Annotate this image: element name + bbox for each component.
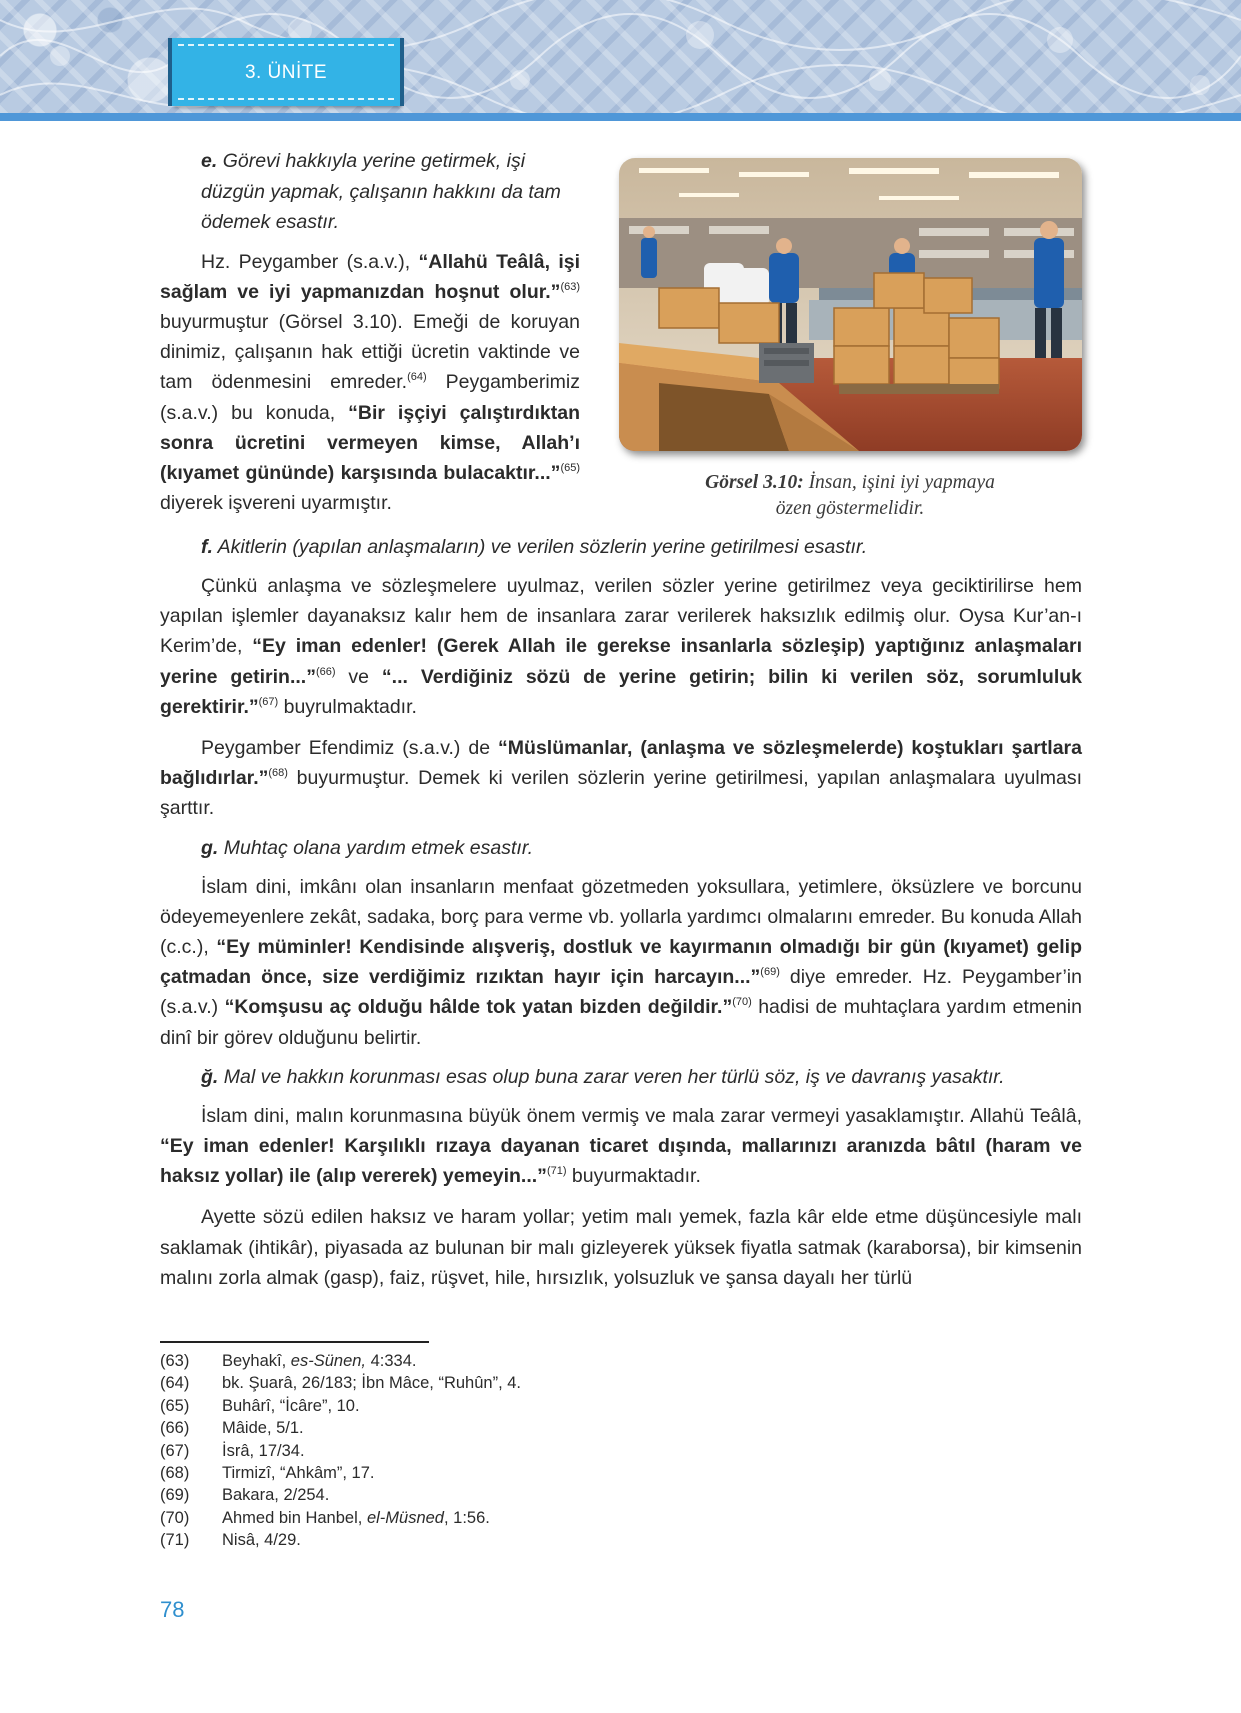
unit-label: 3. ÜNİTE bbox=[244, 62, 328, 83]
text-run: Peygamber Efendimiz (s.a.v.) de bbox=[201, 737, 499, 760]
footnote-text bbox=[222, 1440, 305, 1462]
footnote bbox=[160, 1507, 860, 1529]
footnote-number: (71) bbox=[160, 1531, 190, 1550]
footnote-ref: (71) bbox=[546, 1165, 567, 1178]
paragraph-gh1 bbox=[160, 1101, 1082, 1192]
footnote-ref: (63) bbox=[560, 280, 580, 293]
footnotes bbox=[160, 1350, 860, 1552]
footnote-ref: (66) bbox=[315, 665, 336, 678]
paragraph-g1 bbox=[160, 872, 1082, 1053]
footnote-ref: (69) bbox=[760, 966, 780, 979]
footnote-pre: Buhârî, “İcâre”, 10. bbox=[222, 1396, 360, 1415]
item-heading-text: Mal ve hakkın korunması esas olup buna zarar veren her türlü söz, iş ve davranış yasaktır. bbox=[223, 1065, 1005, 1088]
text-run: Ayette sözü edilen haksız ve haram yollar; yetim malı yemek, fazla kâr elde etme düşüncesiyle malı saklamak (ihtikâr), piyasada az bulunan bir malı gizleyerek yüksek fiyatla satmak (karaborsa), bir kimsenin malını zorla almak (gasp), faiz, rüşvet, hile, hırsızlık, yolsuzluk ve şansa dayalı her türlü bbox=[160, 1206, 1082, 1289]
text-run: hadisi de muhtaçlara yardım etmenin dinî bir görev olduğunu belirtir. bbox=[160, 996, 1082, 1049]
footnote bbox=[160, 1462, 860, 1484]
footnote-text bbox=[222, 1484, 329, 1506]
quote-bold: “... Verdiğiniz sözü de yerine getirin; bilin ki verilen söz, sorumluluk gerektirir.” bbox=[160, 665, 1082, 718]
footnote-post: 4:334. bbox=[366, 1352, 417, 1370]
item-marker: e. bbox=[201, 150, 218, 172]
text-run: buyurmuştur (Görsel 3.10). Emeği de koruyan dinimiz, çalışanın hak ettiği ücretin vaktinde ve tam ödenmesini emreder. bbox=[160, 310, 580, 394]
footnote-text bbox=[222, 1395, 360, 1417]
footnote-pre: Ahmed bin Hanbel, bbox=[222, 1508, 367, 1527]
text-run: diye emreder. Hz. Peygamber’in (s.a.v.) bbox=[160, 966, 1082, 1019]
text-run: buyurmuştur. Demek ki verilen sözlerin yerine getirilmesi, yapılan anlaşmalara uyulması şarttır. bbox=[160, 767, 1082, 820]
text-run: İslam dini, imkânı olan insanların menfaat gözetmeden yoksullara, yetimlere, öksüzlere ve borcunu ödeyemeyenlere zekât, sadaka, borç para verme vb. yollarla yardımcı olmalarını emreder. Bu konuda Allah (c.c.), bbox=[160, 875, 1082, 959]
item-heading-f bbox=[160, 532, 1082, 562]
footnote-number: (67) bbox=[160, 1441, 190, 1460]
item-marker: ğ. bbox=[201, 1065, 219, 1088]
footnote-pre: Nisâ, 4/29. bbox=[222, 1531, 301, 1550]
footnote-text bbox=[222, 1462, 375, 1484]
footnote-text bbox=[222, 1529, 301, 1551]
item-heading-text: Görevi hakkıyla yerine getirmek, işi düzgün yapmak, çalışanın hakkını da tam ödemek esastır. bbox=[201, 150, 561, 233]
text-run: İslam dini, malın korunmasına büyük önem vermiş ve mala zarar vermeyi yasaklamıştır. Allahü Teâlâ, bbox=[201, 1104, 1082, 1127]
quote-bold: “Ey müminler! Kendisinde alışveriş, dostluk ve kayırmanın olmadığı bir gün (kıyamet) gelip çatmadan önce, size verdiğimiz rızıktan hayır için harcayın...” bbox=[160, 936, 1082, 989]
paragraph-f1 bbox=[160, 571, 1082, 722]
item-marker: f. bbox=[201, 536, 213, 558]
figure-label: Görsel 3.10: bbox=[705, 472, 804, 493]
footnote-post: , 1:56. bbox=[443, 1508, 490, 1527]
paragraph-e1 bbox=[160, 247, 580, 519]
factory-photo bbox=[619, 158, 1082, 451]
quote-bold: “Müslümanlar, (anlaşma ve sözleşmelerde) koştukları şartlara bağlıdırlar.” bbox=[160, 737, 1082, 790]
caption-line2: özen göstermelidir. bbox=[775, 498, 925, 519]
footnote-number: (63) bbox=[160, 1352, 190, 1370]
item-heading-text: Muhtaç olana yardım etmek esastır. bbox=[223, 836, 534, 859]
quote-bold: “Ey iman edenler! Karşılıklı rızaya dayanan ticaret dışında, mallarınızı aranızda bâtıl (haram ve haksız yollar) ile (alıp vererek) yemeyin...” bbox=[160, 1135, 1082, 1188]
text-run: diyerek işvereni uyarmıştır. bbox=[160, 492, 392, 515]
footnote-text bbox=[222, 1372, 521, 1394]
left-column bbox=[160, 146, 580, 518]
footnote bbox=[160, 1529, 860, 1551]
footnote-number: (68) bbox=[160, 1464, 190, 1483]
footnote-ref: (68) bbox=[268, 767, 288, 780]
footnote bbox=[160, 1395, 860, 1417]
item-heading-e bbox=[160, 146, 580, 238]
footnote-pre: Mâide, 5/1. bbox=[222, 1419, 304, 1438]
footnote-ref: (70) bbox=[732, 996, 752, 1009]
paragraph-f2 bbox=[160, 733, 1082, 824]
footnote-pre: Beyhakî, bbox=[222, 1352, 291, 1370]
caption-line1: İnsan, işini iyi yapmaya bbox=[803, 472, 995, 493]
footnote-pre: Tirmizî, “Ahkâm”, 17. bbox=[222, 1464, 375, 1483]
footnote bbox=[160, 1350, 860, 1372]
quote-bold: “Allahü Teâlâ, işi sağlam ve iyi yapmanızdan hoşnut olur.” bbox=[160, 250, 580, 303]
quote-bold: “Bir işçiyi çalıştırdıktan sonra ücretini vermeyen kimse, Allah’ı (kıyamet gününde) karşısında bulacaktır...” bbox=[160, 401, 580, 484]
footnote bbox=[160, 1440, 860, 1462]
text-run: Hz. Peygamber (s.a.v.), bbox=[201, 250, 419, 273]
footnote bbox=[160, 1372, 860, 1394]
item-heading-gh bbox=[160, 1062, 1082, 1092]
footnote-rule bbox=[160, 1341, 429, 1343]
page-number: 78 bbox=[160, 1597, 185, 1622]
footnote-ref: (64) bbox=[407, 371, 427, 384]
figure-caption bbox=[600, 470, 1100, 522]
item-marker: g. bbox=[201, 836, 219, 859]
footnote-italic: es-Sünen, bbox=[290, 1352, 367, 1370]
footnote bbox=[160, 1417, 860, 1439]
paragraph-gh2 bbox=[160, 1202, 1082, 1293]
footnote-pre: bk. Şuarâ, 26/183; İbn Mâce, “Ruhûn”, 4. bbox=[222, 1374, 522, 1393]
footnote bbox=[160, 1484, 860, 1506]
text-run: buyrulmaktadır. bbox=[278, 695, 417, 718]
text-run: Çünkü anlaşma ve sözleşmelere uyulmaz, verilen sözler yerine getirilmez veya geciktirilirse hem yapılan işlemler dayanaksız kalır hem de insanlara zarar verilerek haksızlık edilmiş olur. Oysa Kur’an-ı Kerim’de, bbox=[160, 575, 1082, 658]
quote-bold: “Ey iman edenler! (Gerek Allah ile gerekse insanlarla sözleşip) yaptığınız anlaşmaları yerine getirin...” bbox=[160, 635, 1083, 688]
footnote-pre: İsrâ, 17/34. bbox=[222, 1441, 305, 1460]
footnote-text bbox=[222, 1417, 304, 1439]
footnote-number: (64) bbox=[160, 1374, 190, 1393]
unit-tab bbox=[172, 38, 400, 106]
footnote-italic: el-Müsned bbox=[366, 1508, 444, 1527]
header-rule bbox=[0, 113, 1241, 121]
item-heading-text: Akitlerin (yapılan anlaşmaların) ve verilen sözlerin yerine getirilmesi esastır. bbox=[217, 536, 868, 558]
footnote-ref: (67) bbox=[258, 695, 279, 708]
text-run: ve bbox=[335, 665, 382, 688]
text-run: buyurmaktadır. bbox=[566, 1165, 701, 1188]
factory-photo-illustration bbox=[619, 158, 1082, 451]
footnote-number: (70) bbox=[160, 1508, 190, 1527]
text-run: Peygamberimiz (s.a.v.) bu konuda, bbox=[160, 371, 581, 424]
footnote-number: (65) bbox=[160, 1396, 190, 1415]
footnote-number: (66) bbox=[160, 1419, 190, 1438]
full-column bbox=[160, 532, 1082, 1293]
footnote-pre: Bakara, 2/254. bbox=[222, 1486, 330, 1505]
item-heading-g bbox=[160, 833, 1082, 863]
quote-bold: “Komşusu aç olduğu hâlde tok yatan bizden değildir.” bbox=[224, 996, 733, 1019]
footnote-number: (69) bbox=[160, 1486, 190, 1505]
footnote-ref: (65) bbox=[560, 461, 580, 474]
footnote-text bbox=[222, 1507, 490, 1529]
footnote-text bbox=[222, 1350, 416, 1372]
